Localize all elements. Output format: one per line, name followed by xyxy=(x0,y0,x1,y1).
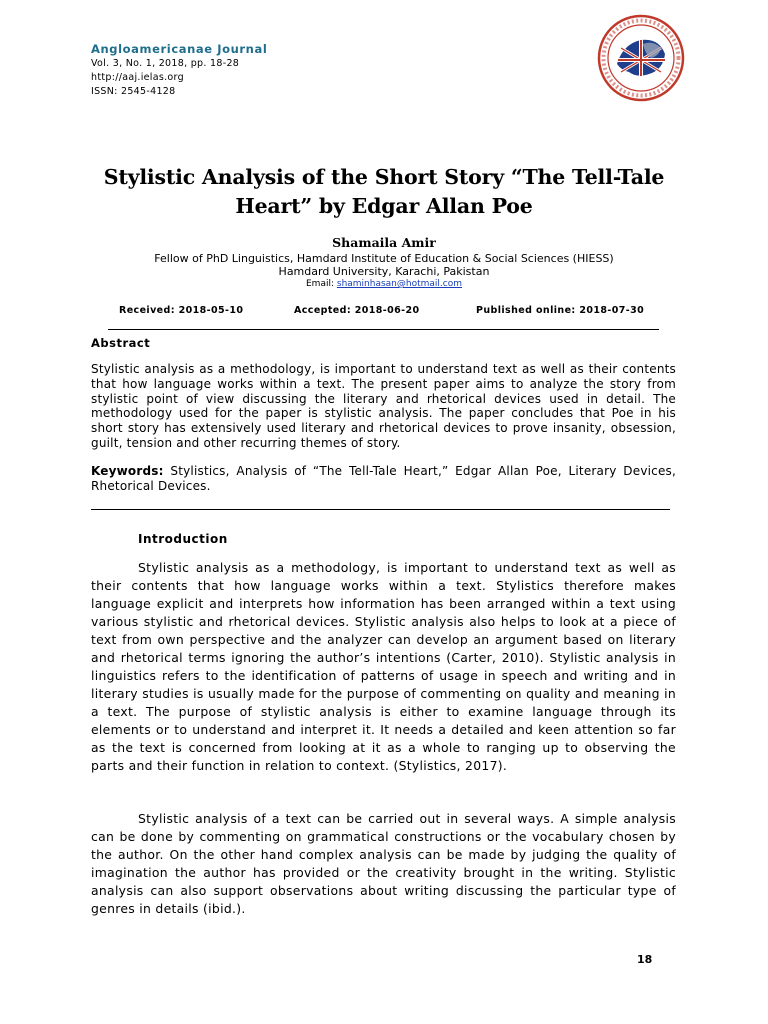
paper-title-line-2: Heart” by Edgar Allan Poe xyxy=(235,194,533,218)
email-label: Email: xyxy=(305,279,334,289)
received-date: Received: 2018-05-10 xyxy=(119,305,244,316)
email-link[interactable]: shaminhasan@hotmail.com xyxy=(336,279,462,289)
accepted-date: Accepted: 2018-06-20 xyxy=(294,305,420,316)
introduction-paragraph-1: Stylistic analysis as a methodology, is important to understand text as well as their contents that how language works within a text. Stylistics therefore makes language explicit and interprets how information has been arranged within a text using various stylistic and rhetorical devices. Stylistic analysis also helps to look at a piece of text from own perspective and the analyzer can develop an argument based on literary and rhetorical terms ignoring the author’s intentions (Carter, 2010). Stylistic analysis in linguistics refers to the identification of patterns of usage in speech and writing and in literary studies is usually made for the purpose of commenting on quality and meaning in a text. The purpose of stylistic analysis is either to examine language through its elements or to understand and interpret it. It needs a detailed and keen attention so far as the text is concerned from looking at it as a whole to ranging up to observing the parts and their function in relation to context. (Stylistics, 2017). xyxy=(91,560,676,773)
introduction-paragraph-2: Stylistic analysis of a text can be carried out in several ways. A simple analysis can be done by commenting on grammatical constructions or the vocabulary chosen by the author. On the other hand complex analysis can be made by judging the quality of imagination the author has provided or the creativity brought in the writing. Stylistic analysis can also support observations about writing discussing the particular type of genres in details (ibid.). xyxy=(91,811,676,916)
keywords-label: Keywords: xyxy=(91,464,164,478)
abstract-heading: Abstract xyxy=(91,336,151,350)
journal-name: Angloamericanae Journal xyxy=(91,42,268,56)
page-number: 18 xyxy=(637,953,653,966)
issn-line: ISSN: 2545-4128 xyxy=(91,86,176,97)
author-name: Shamaila Amir xyxy=(332,235,436,250)
volume-line: Vol. 3, No. 1, 2018, pp. 18-28 xyxy=(91,58,240,69)
keywords-block xyxy=(91,464,676,494)
published-date: Published online: 2018-07-30 xyxy=(476,305,645,316)
author-affiliation-line-1: Fellow of PhD Linguistics, Hamdard Institute of Education & Social Sciences (HIESS) xyxy=(154,252,614,265)
paper-title xyxy=(84,163,684,221)
abstract-text: Stylistic analysis as a methodology, is important to understand text as well as their contents that how language works within a text. The present paper aims to analyze the story from stylistic point of view discussing the literary and rhetorical devices used in detail. The methodology used for the paper is stylistic analysis. The paper concludes that Poe in his short story has extensively used literary and rhetorical devices to prove insanity, obsession, guilt, tension and other recurring themes of story. xyxy=(91,362,676,450)
journal-logo-icon xyxy=(597,14,685,102)
introduction-heading: Introduction xyxy=(138,532,228,546)
email-line xyxy=(84,279,684,289)
author-affiliation-line-2: Hamdard University, Karachi, Pakistan xyxy=(278,265,490,278)
journal-url[interactable]: http://aaj.ielas.org xyxy=(91,72,184,83)
keywords-text: Stylistics, Analysis of “The Tell-Tale Heart,” Edgar Allan Poe, Literary Devices, Rhetorical Devices. xyxy=(91,464,677,493)
paper-title-line-1: Stylistic Analysis of the Short Story “The Tell-Tale xyxy=(103,165,665,189)
divider xyxy=(108,329,659,330)
divider xyxy=(91,509,670,510)
